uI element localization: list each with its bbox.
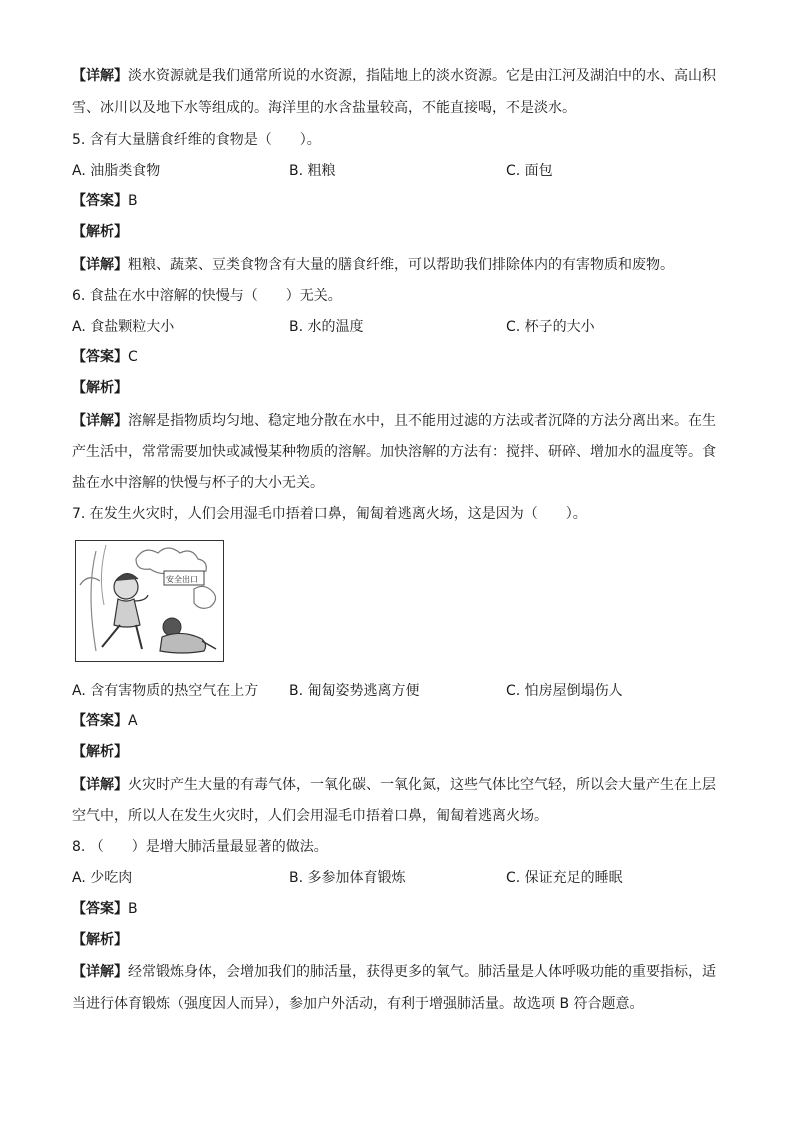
- q8-option-c: C. 保证充足的睡眠: [506, 870, 623, 886]
- q7-detail-line-2: 空气中，所以人在发生火灾时，人们会用湿毛巾捂着口鼻，匍匐着逃离火场。: [72, 808, 548, 824]
- q7-question: 7. 在发生火灾时，人们会用湿毛巾捂着口鼻，匍匐着逃离火场，这是因为（ ）。: [72, 506, 587, 522]
- q6-detail-line-1: 【详解】溶解是指物质均匀地、稳定地分散在水中，且不能用过滤的方法或者沉降的方法分离出来。在生: [72, 413, 716, 429]
- fire-escape-illustration: [75, 540, 224, 662]
- q6-option-a: A. 食盐颗粒大小: [72, 319, 175, 335]
- q6-option-c: C. 杯子的大小: [506, 319, 595, 335]
- q8-option-a: A. 少吃肉: [72, 870, 133, 886]
- q5-detail: 【详解】粗粮、蔬菜、豆类食物含有大量的膳食纤维，可以帮助我们排除体内的有害物质和废物。: [72, 257, 674, 273]
- q6-analysis-label: 【解析】: [72, 380, 128, 396]
- q8-answer: 【答案】B: [72, 901, 138, 917]
- detail-label: 【详解】: [72, 68, 128, 84]
- q8-detail-line-2: 当进行体育锻炼（强度因人而异），参加户外活动，有利于增强肺活量。故选项 B 符合题意。: [72, 996, 644, 1012]
- q8-detail-line-1: 【详解】经常锻炼身体，会增加我们的肺活量，获得更多的氧气。肺活量是人体呼吸功能的重要指标，适: [72, 964, 716, 980]
- q6-answer: 【答案】C: [72, 349, 138, 365]
- q5-option-c: C. 面包: [506, 163, 553, 179]
- q5-option-a: A. 油脂类食物: [72, 163, 161, 179]
- q8-analysis-label: 【解析】: [72, 932, 128, 948]
- q7-answer: 【答案】A: [72, 713, 138, 729]
- q5-question: 5. 含有大量膳食纤维的食物是（ ）。: [72, 132, 321, 148]
- q4-detail-line-2: 雪、冰川以及地下水等组成的。海洋里的水含盐量较高，不能直接喝，不是淡水。: [72, 100, 576, 116]
- q7-option-c: C. 怕房屋倒塌伤人: [506, 683, 623, 699]
- q7-option-a: A. 含有害物质的热空气在上方: [72, 683, 259, 699]
- q8-option-b: B. 多参加体育锻炼: [289, 870, 406, 886]
- q8-question: 8. （ ）是增大肺活量最显著的做法。: [72, 839, 328, 855]
- q7-option-b: B. 匍匐姿势逃离方便: [289, 683, 420, 699]
- q7-detail-line-1: 【详解】火灾时产生大量的有毒气体，一氧化碳、一氧化氮，这些气体比空气轻，所以会大量产生在上层: [72, 777, 716, 793]
- q4-detail-line-1: 【详解】淡水资源就是我们通常所说的水资源，指陆地上的淡水资源。它是由江河及湖泊中的水、高山积: [72, 68, 716, 84]
- q6-question: 6. 食盐在水中溶解的快慢与（ ）无关。: [72, 288, 342, 304]
- q6-detail-line-2: 产生活中，常常需要加快或减慢某种物质的溶解。加快溶解的方法有：搅拌、研碎、增加水的温度等。食: [72, 444, 716, 460]
- q5-answer: 【答案】B: [72, 193, 138, 209]
- q6-option-b: B. 水的温度: [289, 319, 364, 335]
- exit-sign-text: 安全出口: [166, 575, 198, 584]
- q5-option-b: B. 粗粮: [289, 163, 336, 179]
- fire-escape-drawing: [76, 541, 222, 660]
- q5-analysis-label: 【解析】: [72, 224, 128, 240]
- q7-analysis-label: 【解析】: [72, 744, 128, 760]
- q6-detail-line-3: 盐在水中溶解的快慢与杯子的大小无关。: [72, 475, 324, 491]
